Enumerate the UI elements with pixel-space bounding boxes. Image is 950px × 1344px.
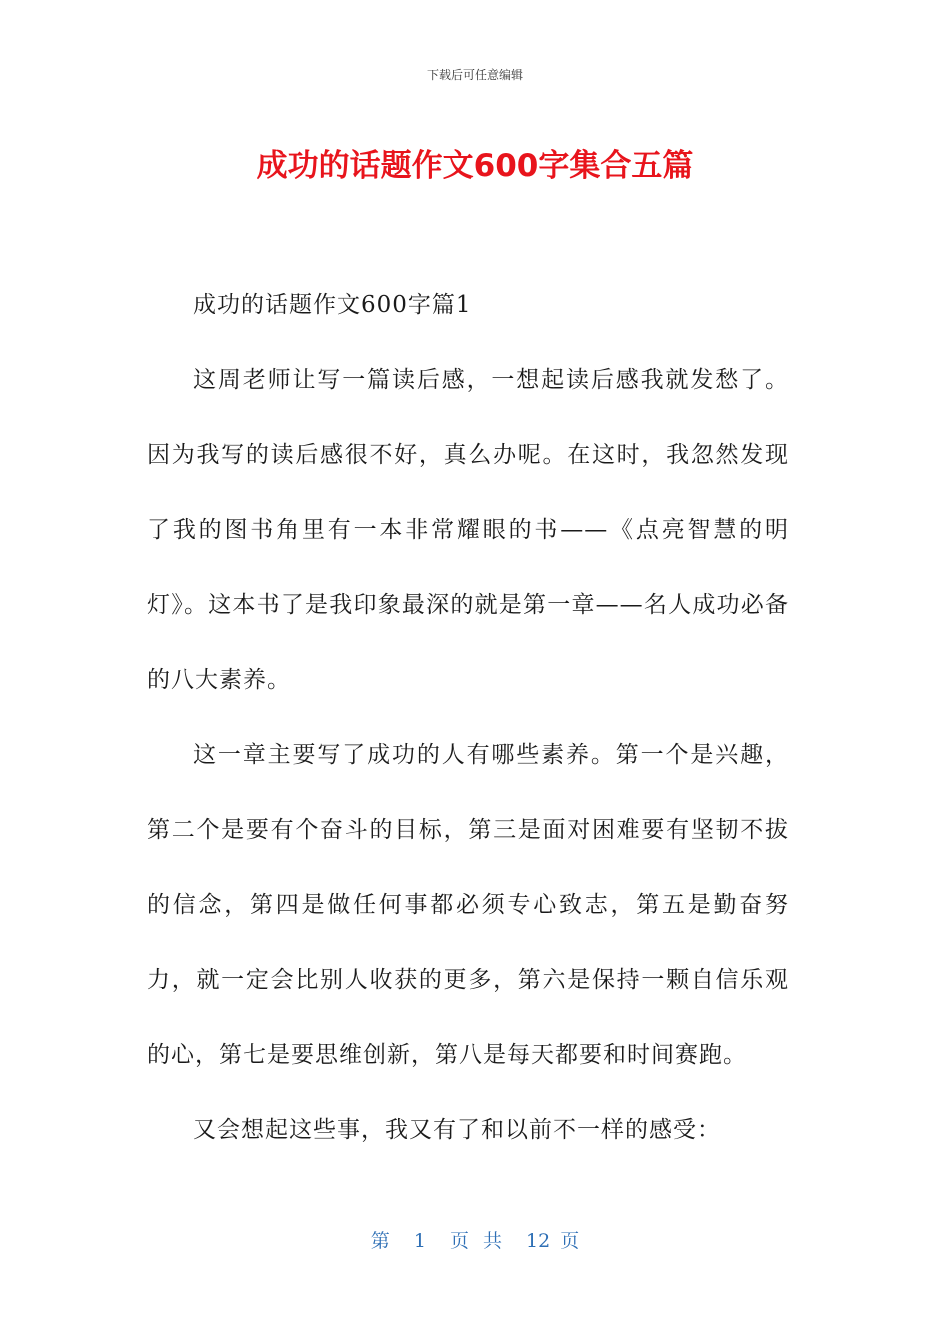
current-page-number: 1 <box>413 1230 426 1252</box>
document-title: 成功的话题作文600字集合五篇 <box>256 148 694 184</box>
paragraph: 这周老师让写一篇读后感，一想起读后感我就发愁了。因为我写的读后感很不好，真么办呢。在这时，我忽然发现了我的图书角里有一本非常耀眼的书——《点亮智慧的明灯》。这本书了是我印象最深的就是第一章——名人成功必备的八大素养。 <box>147 367 789 693</box>
footer-prefix: 第 <box>370 1230 390 1252</box>
total-pages: 12 <box>526 1230 551 1252</box>
header-note: 下载后可任意编辑 <box>426 68 523 82</box>
page-footer <box>0 1226 950 1253</box>
document-body <box>147 268 789 1168</box>
paragraph: 这一章主要写了成功的人有哪些素养。第一个是兴趣，第二个是要有个奋斗的目标，第三是面对困难要有坚韧不拔的信念，第四是做任何事都必须专心致志，第五是勤奋努力，就一定会比别人收获的更多，第六是保持一颗自信乐观的心，第七是要思维创新，第八是每天都要和时间赛跑。 <box>147 742 789 1068</box>
section-heading: 成功的话题作文600字篇1 <box>193 292 472 318</box>
footer-suffix: 页 <box>560 1230 580 1252</box>
paragraph: 又会想起这些事，我又有了和以前不一样的感受： <box>193 1117 721 1143</box>
footer-middle: 页 共 <box>449 1230 502 1252</box>
